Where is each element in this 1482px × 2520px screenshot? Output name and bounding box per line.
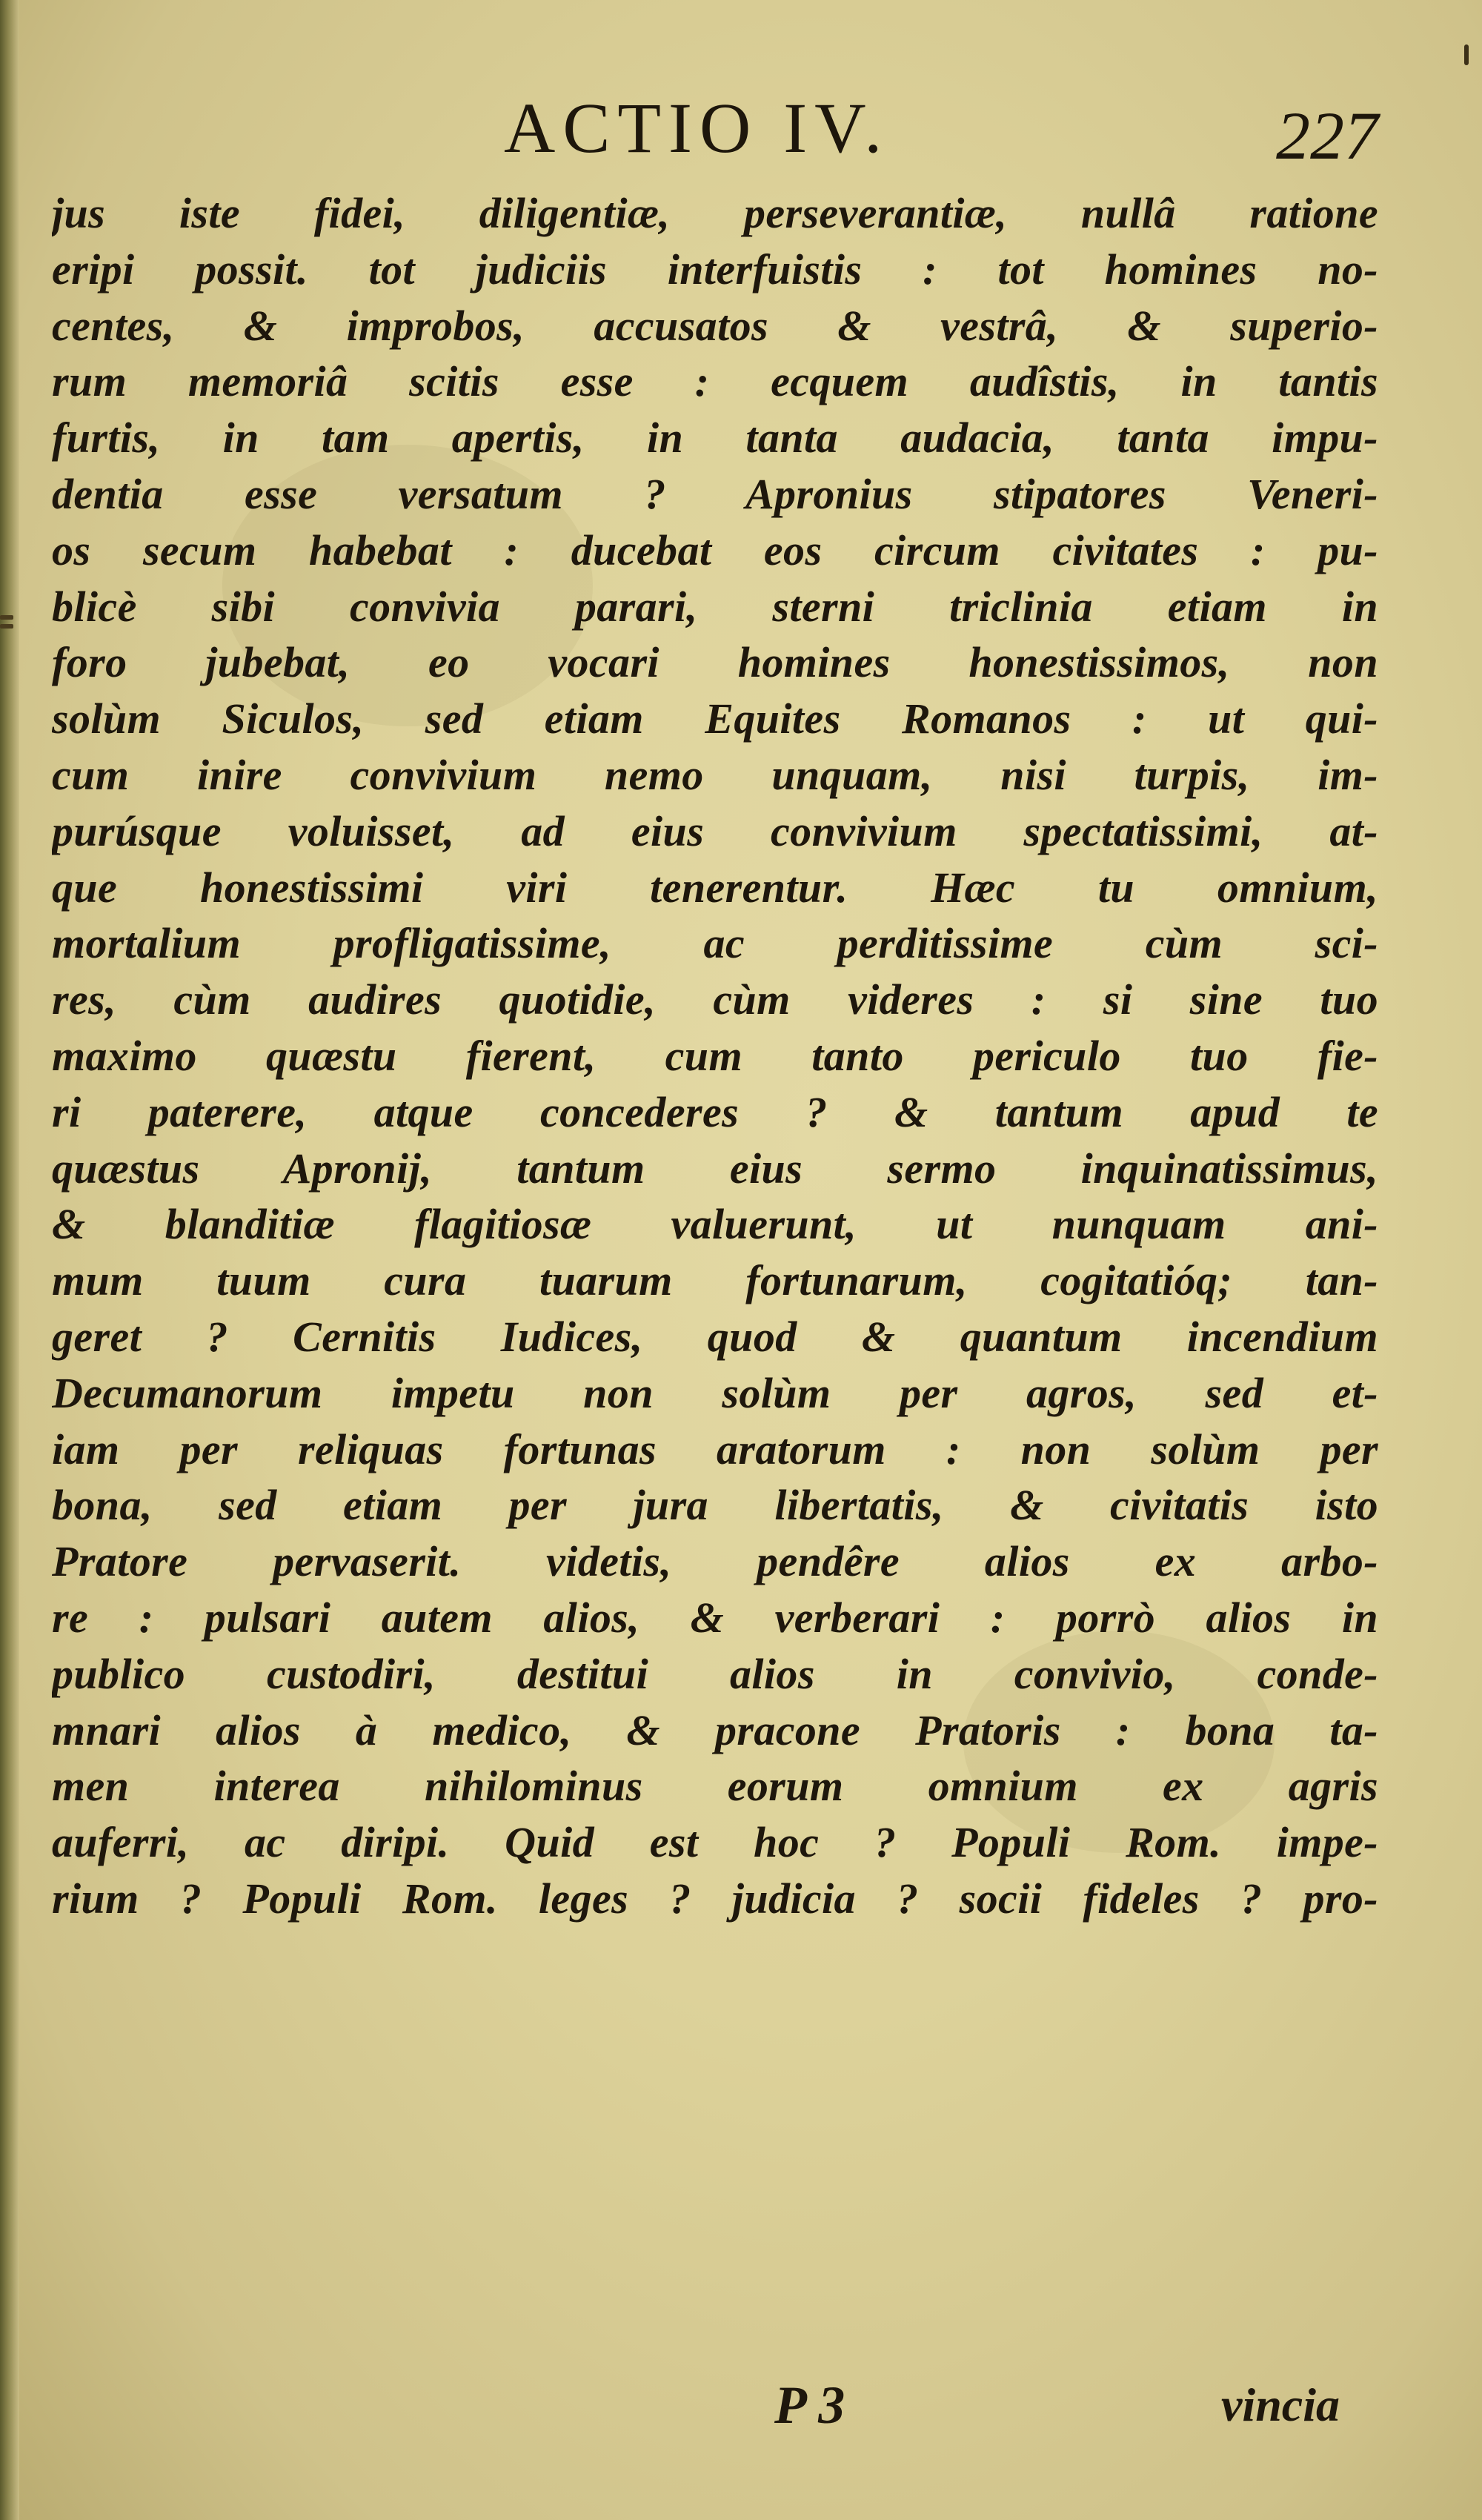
text-line: solùm Siculos, sed etiam Equites Romanos : ut qui- bbox=[52, 694, 1378, 743]
text-line: maximo quæstu fierent, cum tanto periculo tuo fie- bbox=[52, 1031, 1378, 1080]
text-line: mnari alios à medico, & pracone Pratoris : bona ta- bbox=[52, 1705, 1378, 1754]
text-line: Pratore pervaserit. videtis, pendêre alios ex arbo- bbox=[52, 1537, 1378, 1586]
text-line: auferri, ac diripi. Quid est hoc ? Populi Rom. impe- bbox=[52, 1818, 1378, 1867]
text-line: rum memoriâ scitis esse : ecquem audîstis, in tantis bbox=[52, 357, 1378, 406]
text-line: iam per reliquas fortunas aratorum : non solùm per bbox=[52, 1425, 1378, 1473]
text-line: ri paterere, atque concederes ? & tantum apud te bbox=[52, 1087, 1378, 1136]
signature-mark: P 3 bbox=[774, 2375, 845, 2435]
text-line: re : pulsari autem alios, & verberari : porrò alios in bbox=[52, 1593, 1378, 1642]
page-footer bbox=[0, 2372, 1482, 2438]
text-line: mum tuum cura tuarum fortunarum, cogitatióq; tan- bbox=[52, 1256, 1378, 1305]
running-head-title: ACTIO IV. bbox=[504, 88, 890, 168]
margin-speck bbox=[1464, 44, 1469, 65]
text-line: & blanditiæ flagitiosæ valuerunt, ut nunquam ani- bbox=[52, 1200, 1378, 1249]
text-line: Decumanorum impetu non solùm per agros, sed et- bbox=[52, 1368, 1378, 1417]
text-line: eripi possit. tot judiciis interfuistis : tot homines no- bbox=[52, 245, 1378, 294]
running-head bbox=[0, 87, 1482, 173]
text-line: men interea nihilominus eorum omnium ex agris bbox=[52, 1762, 1378, 1811]
text-line: quæstus Apronij, tantum eius sermo inquinatissimus, bbox=[52, 1144, 1378, 1193]
text-line: jus iste fidei, diligentiæ, perseverantiæ, nullâ ratione bbox=[52, 189, 1378, 237]
text-line: furtis, in tam apertis, in tanta audacia, tanta impu- bbox=[52, 414, 1378, 462]
body-text bbox=[52, 185, 1378, 1927]
text-line: bona, sed etiam per jura libertatis, & civitatis isto bbox=[52, 1481, 1378, 1530]
text-line: centes, & improbos, accusatos & vestrâ, & superio- bbox=[52, 301, 1378, 350]
text-line: res, cùm audires quotidie, cùm videres : si sine tuo bbox=[52, 975, 1378, 1024]
page-gutter-edge bbox=[0, 0, 19, 2520]
text-line: que honestissimi viri tenerentur. Hæc tu omnium, bbox=[52, 863, 1378, 912]
text-line: cum inire convivium nemo unquam, nisi turpis, im- bbox=[52, 750, 1378, 799]
text-line: dentia esse versatum ? Apronius stipatores Veneri- bbox=[52, 469, 1378, 518]
page-number: 227 bbox=[1276, 98, 1378, 173]
gutter-mark bbox=[0, 615, 13, 620]
gutter-mark bbox=[0, 624, 13, 629]
text-line: blicè sibi convivia parari, sterni triclinia etiam in bbox=[52, 582, 1378, 631]
text-line: os secum habebat : ducebat eos circum civitates : pu- bbox=[52, 525, 1378, 574]
text-line: purúsque voluisset, ad eius convivium spectatissimi, at- bbox=[52, 806, 1378, 855]
catchword: vincia bbox=[1221, 2378, 1340, 2431]
text-line: publico custodiri, destitui alios in convivio, conde- bbox=[52, 1649, 1378, 1698]
text-line: mortalium profligatissime, ac perditissime cùm sci- bbox=[52, 919, 1378, 968]
text-line: foro jubebat, eo vocari homines honestissimos, non bbox=[52, 638, 1378, 687]
text-line: geret ? Cernitis Iudices, quod & quantum incendium bbox=[52, 1312, 1378, 1361]
text-line: rium ? Populi Rom. leges ? judicia ? socii fideles ? pro- bbox=[52, 1874, 1378, 1923]
